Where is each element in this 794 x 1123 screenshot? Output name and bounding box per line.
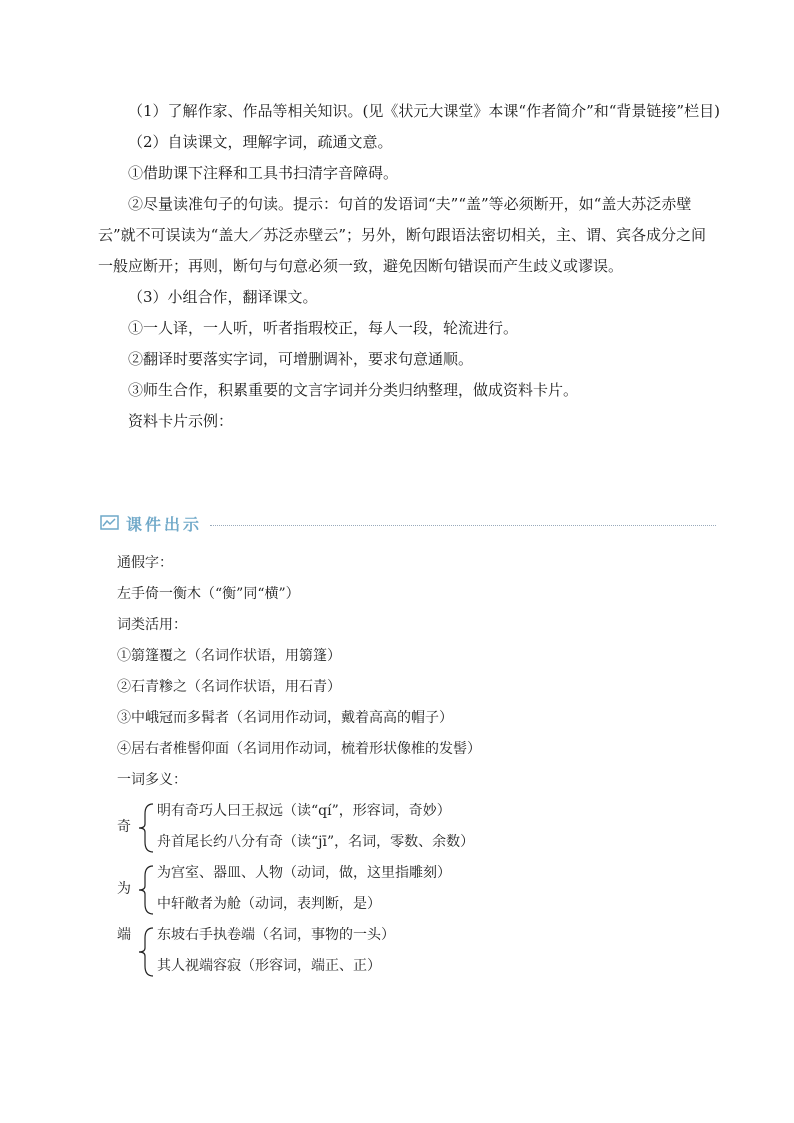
brace-icon	[135, 800, 157, 856]
polysemy-head: 端	[117, 927, 131, 943]
paragraph-2: （2）自读课文，理解字词，疏通文意。	[128, 133, 393, 151]
paragraph-4: ②尽量读准句子的句读。提示：句首的发语词“夫”“盖”等必须断开，如“盖大苏泛赤壁云”就不可误读为“盖大／苏泛赤壁云”；另外，断句跟语法密切相关，主、谓、宾各成分之间一般应断开；再则，断句与句意必须一致，避免因断句错误而产生歧义或谬误。	[98, 195, 707, 275]
paragraph-3: ①借助课下注释和工具书扫清字音障碍。	[128, 164, 399, 182]
cilei-item: ②石青糁之（名词作状语，用石青）	[117, 679, 341, 695]
polysemy-group-wei	[117, 858, 677, 920]
paragraph-6: ①一人译，一人听，听者指瑕校正，每人一段，轮流进行。	[128, 319, 519, 337]
paragraph-5: （3）小组合作，翻译课文。	[128, 288, 318, 306]
polysemy-head: 为	[117, 881, 131, 897]
paragraph-9: 资料卡片示例：	[128, 412, 234, 430]
polysemy-group-qi	[117, 796, 677, 858]
yiduo-label: 一词多义：	[117, 772, 187, 788]
paragraph-1: （1）了解作家、作品等相关知识。(见《状元大课堂》本课“作者简介”和“背景链接”栏目)	[128, 102, 720, 120]
cilei-item: ①篛篷覆之（名词作状语，用篛篷）	[117, 648, 341, 664]
polysemy-group-duan	[117, 920, 677, 982]
tongjiazi-item: 左手倚一衡木（“衡”同“横”）	[117, 586, 300, 602]
paragraph-7: ②翻译时要落实字词，可增删调补，要求句意通顺。	[128, 350, 474, 368]
body-text	[98, 96, 720, 437]
cilei-label: 词类活用：	[117, 617, 187, 633]
polysemy-sense: 舟首尾长约八分有奇（读“jī”，名词，零数、余数）	[157, 834, 475, 850]
paragraph-8: ③师生合作，积累重要的文言字词并分类归纳整理，做成资料卡片。	[128, 381, 579, 399]
polysemy-head: 奇	[117, 819, 131, 835]
banner-divider	[210, 525, 716, 526]
courseware-banner	[100, 510, 716, 536]
info-card	[117, 548, 677, 982]
polysemy-sense: 其人视端容寂（形容词，端正、正）	[157, 958, 381, 974]
polysemy-sense: 为宫室、器皿、人物（动词，做，这里指雕刻）	[157, 865, 451, 881]
polysemy-sense: 明有奇巧人曰王叔远（读“qí”，形容词，奇妙）	[157, 803, 451, 819]
brace-icon	[135, 924, 157, 980]
tongjiazi-label: 通假字：	[117, 555, 173, 571]
brace-icon	[135, 862, 157, 918]
cilei-item: ④居右者椎髻仰面（名词用作动词，梳着形状像椎的发髻）	[117, 741, 481, 757]
polysemy-sense: 东坡右手执卷端（名词，事物的一头）	[157, 927, 395, 943]
chart-line-icon	[100, 514, 120, 532]
polysemy-sense: 中轩敞者为舱（动词，表判断，是）	[157, 896, 381, 912]
banner-title: 课件出示	[126, 514, 203, 534]
cilei-item: ③中峨冠而多髯者（名词用作动词，戴着高高的帽子）	[117, 710, 453, 726]
